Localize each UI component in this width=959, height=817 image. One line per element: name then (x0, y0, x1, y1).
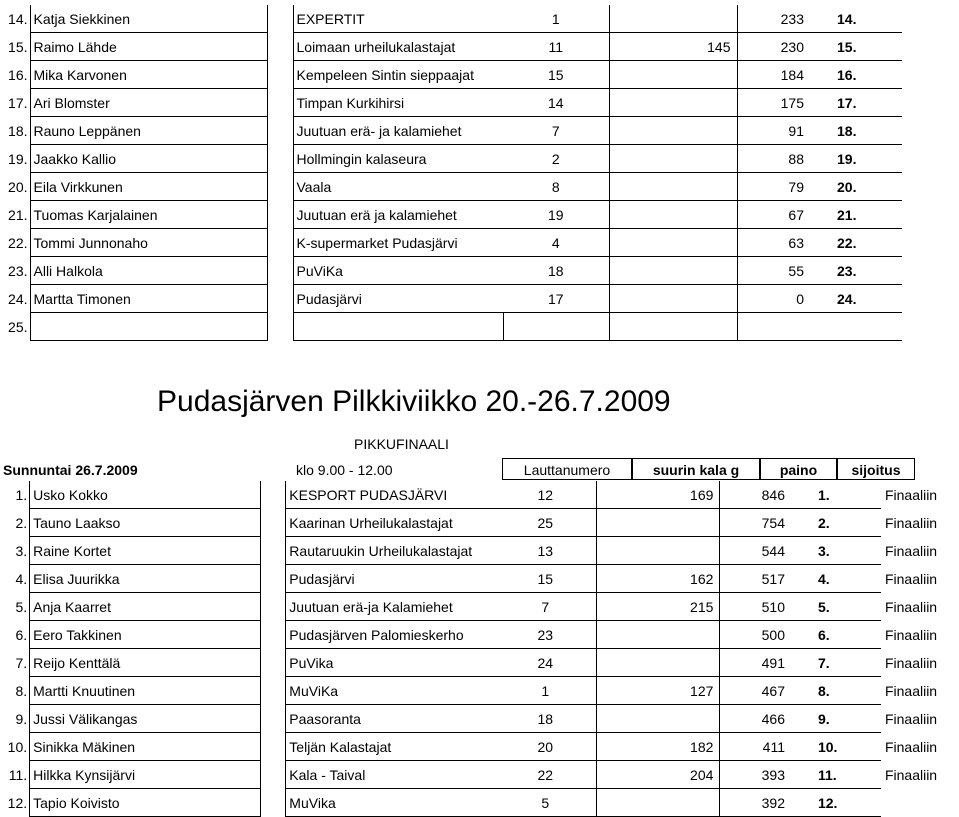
row-biggest-fish: 145 (609, 33, 737, 61)
table-row (0, 789, 959, 817)
row-position: 4. (15, 570, 28, 587)
column-gap (267, 89, 293, 117)
column-gap (261, 705, 286, 733)
row-note: Finaaliin (884, 710, 938, 727)
row-rank: 22. (814, 229, 902, 257)
row-rank: 12. (795, 789, 881, 817)
column-gap (267, 285, 293, 313)
row-rank (814, 313, 902, 341)
row-name: Hilkka Kynsijärvi (30, 761, 261, 789)
row-club: Pudasjärvi (286, 565, 495, 593)
row-biggest-fish: 169 (596, 481, 720, 509)
row-name: Sinikka Mäkinen (30, 733, 261, 761)
table-row (0, 117, 902, 145)
row-rank: 14. (814, 5, 902, 33)
row-lot-number: 5 (495, 789, 597, 817)
column-gap (267, 313, 293, 341)
row-note: Finaaliin (884, 626, 938, 643)
row-biggest-fish (609, 285, 737, 313)
row-name: Eila Virkkunen (30, 173, 267, 201)
row-lot-number: 19 (503, 201, 609, 229)
table-row (0, 5, 902, 33)
page-subtitle: PIKKUFINAALI (354, 436, 449, 452)
row-position: 21. (8, 206, 28, 223)
row-weight: 67 (737, 201, 814, 229)
row-position: 3. (15, 542, 28, 559)
row-rank: 9. (795, 705, 881, 733)
row-name (30, 313, 267, 341)
row-lot-number: 23 (495, 621, 597, 649)
row-rank: 24. (814, 285, 902, 313)
row-club: Kaarinan Urheilukalastajat (286, 509, 495, 537)
row-lot-number: 22 (495, 761, 597, 789)
table-row (0, 173, 902, 201)
row-rank: 4. (795, 565, 881, 593)
row-lot-number: 15 (503, 61, 609, 89)
row-biggest-fish (609, 229, 737, 257)
row-note: Finaaliin (884, 542, 938, 559)
row-position: 23. (8, 262, 28, 279)
row-biggest-fish: 162 (596, 565, 720, 593)
row-club: Rautaruukin Urheilukalastajat (286, 537, 495, 565)
row-biggest-fish (596, 537, 720, 565)
row-lot-number: 18 (503, 257, 609, 285)
row-position: 22. (8, 234, 28, 251)
row-rank: 3. (795, 537, 881, 565)
row-lot-number: 4 (503, 229, 609, 257)
row-club: Juutuan erä- ja kalamiehet (293, 117, 503, 145)
header-rank: sijoitus (837, 458, 915, 480)
row-weight: 491 (720, 649, 795, 677)
column-gap (261, 509, 286, 537)
row-biggest-fish (596, 789, 720, 817)
row-rank: 2. (795, 509, 881, 537)
row-club: MuViKa (286, 677, 495, 705)
row-weight: 392 (720, 789, 795, 817)
row-name: Raimo Lähde (30, 33, 267, 61)
row-club: MuVika (286, 789, 495, 817)
row-position: 16. (8, 66, 28, 83)
row-lot-number: 17 (503, 285, 609, 313)
row-weight: 175 (737, 89, 814, 117)
row-weight: 184 (737, 61, 814, 89)
row-note: Finaaliin (884, 654, 938, 671)
previous-results-body (0, 5, 902, 341)
row-biggest-fish (609, 89, 737, 117)
row-biggest-fish (596, 621, 720, 649)
row-weight: 233 (737, 5, 814, 33)
column-gap (267, 201, 293, 229)
row-name: Jussi Välikangas (30, 705, 261, 733)
final-results-body (0, 481, 959, 817)
row-name: Martta Timonen (30, 285, 267, 313)
column-gap (267, 5, 293, 33)
column-gap (261, 537, 286, 565)
row-weight: 510 (720, 593, 795, 621)
column-gap (261, 565, 286, 593)
row-biggest-fish (609, 145, 737, 173)
row-rank: 21. (814, 201, 902, 229)
row-position: 12. (7, 794, 28, 811)
row-weight: 91 (737, 117, 814, 145)
row-lot-number: 14 (503, 89, 609, 117)
row-club: Loimaan urheilukalastajat (293, 33, 503, 61)
row-biggest-fish (609, 173, 737, 201)
row-position: 7. (15, 654, 28, 671)
row-biggest-fish (609, 201, 737, 229)
row-name: Elisa Juurikka (30, 565, 261, 593)
column-gap (261, 677, 286, 705)
table-row (0, 33, 902, 61)
row-rank: 19. (814, 145, 902, 173)
row-rank: 15. (814, 33, 902, 61)
column-gap (261, 761, 286, 789)
previous-results-table (0, 5, 902, 341)
row-rank: 7. (795, 649, 881, 677)
row-name: Alli Halkola (30, 257, 267, 285)
row-position: 1. (15, 486, 28, 503)
column-gap (261, 733, 286, 761)
table-row (0, 761, 959, 789)
row-name: Eero Takkinen (30, 621, 261, 649)
row-club: Vaala (293, 173, 503, 201)
row-name: Rauno Leppänen (30, 117, 267, 145)
row-club: Pudasjärven Palomieskerho (286, 621, 495, 649)
row-weight: 63 (737, 229, 814, 257)
row-rank: 10. (795, 733, 881, 761)
row-weight: 0 (737, 285, 814, 313)
row-rank: 11. (795, 761, 881, 789)
row-name: Tuomas Karjalainen (30, 201, 267, 229)
row-lot-number: 8 (503, 173, 609, 201)
header-date: Sunnuntai 26.7.2009 (3, 462, 138, 478)
column-gap (267, 257, 293, 285)
row-position: 14. (8, 10, 28, 27)
row-position: 17. (8, 94, 28, 111)
table-row (0, 537, 959, 565)
table-row (0, 61, 902, 89)
row-rank: 17. (814, 89, 902, 117)
row-biggest-fish (596, 649, 720, 677)
row-club: PuViKa (293, 257, 503, 285)
row-name: Katja Siekkinen (30, 5, 267, 33)
row-biggest-fish (609, 5, 737, 33)
row-rank: 5. (795, 593, 881, 621)
row-lot-number: 7 (503, 117, 609, 145)
table-row (0, 593, 959, 621)
column-gap (267, 173, 293, 201)
table-row (0, 257, 902, 285)
row-position: 8. (15, 682, 28, 699)
row-position: 24. (8, 290, 28, 307)
row-note (881, 789, 959, 817)
row-lot-number: 25 (495, 509, 597, 537)
row-rank: 8. (795, 677, 881, 705)
row-weight: 230 (737, 33, 814, 61)
row-biggest-fish (596, 509, 720, 537)
row-lot-number: 2 (503, 145, 609, 173)
row-weight (737, 313, 814, 341)
row-weight: 467 (720, 677, 795, 705)
table-row (0, 145, 902, 173)
final-results-table (0, 481, 959, 817)
column-gap (261, 789, 286, 817)
row-name: Anja Kaarret (30, 593, 261, 621)
row-weight: 754 (720, 509, 795, 537)
row-rank: 20. (814, 173, 902, 201)
row-club: Teljän Kalastajat (286, 733, 495, 761)
row-lot-number: 11 (503, 33, 609, 61)
row-rank: 6. (795, 621, 881, 649)
row-club: K-supermarket Pudasjärvi (293, 229, 503, 257)
row-weight: 846 (720, 481, 795, 509)
row-club: Kempeleen Sintin sieppaajat (293, 61, 503, 89)
row-lot-number: 24 (495, 649, 597, 677)
row-lot-number: 7 (495, 593, 597, 621)
row-name: Raine Kortet (30, 537, 261, 565)
row-position: 2. (15, 514, 28, 531)
table-row (0, 201, 902, 229)
column-gap (267, 61, 293, 89)
row-position: 19. (8, 150, 28, 167)
table-row (0, 565, 959, 593)
row-lot-number: 18 (495, 705, 597, 733)
row-note: Finaaliin (884, 598, 938, 615)
row-biggest-fish (609, 61, 737, 89)
row-club: Timpan Kurkihirsi (293, 89, 503, 117)
row-weight: 517 (720, 565, 795, 593)
row-name: Tauno Laakso (30, 509, 261, 537)
row-biggest-fish (596, 705, 720, 733)
row-weight: 500 (720, 621, 795, 649)
row-lot-number: 12 (495, 481, 597, 509)
row-biggest-fish (609, 313, 737, 341)
row-club: Paasoranta (286, 705, 495, 733)
table-row (0, 705, 959, 733)
row-position: 6. (15, 626, 28, 643)
row-lot-number: 20 (495, 733, 597, 761)
header-lot: Lauttanumero (502, 458, 632, 480)
row-biggest-fish (609, 257, 737, 285)
column-gap (261, 593, 286, 621)
row-name: Mika Karvonen (30, 61, 267, 89)
table-row (0, 285, 902, 313)
row-name: Reijo Kenttälä (30, 649, 261, 677)
row-note: Finaaliin (884, 682, 938, 699)
row-lot-number: 1 (503, 5, 609, 33)
row-lot-number: 1 (495, 677, 597, 705)
row-biggest-fish: 215 (596, 593, 720, 621)
row-note: Finaaliin (884, 570, 938, 587)
table-row (0, 733, 959, 761)
row-rank: 18. (814, 117, 902, 145)
row-weight: 411 (720, 733, 795, 761)
row-name: Usko Kokko (30, 481, 261, 509)
table-row (0, 89, 902, 117)
row-name: Tommi Junnonaho (30, 229, 267, 257)
row-position: 9. (15, 710, 28, 727)
row-lot-number (503, 313, 609, 341)
column-gap (261, 481, 286, 509)
row-club: EXPERTIT (293, 5, 503, 33)
row-rank: 23. (814, 257, 902, 285)
row-club: KESPORT PUDASJÄRVI (286, 481, 495, 509)
row-position: 10. (7, 738, 28, 755)
table-row (0, 229, 902, 257)
row-club: PuVika (286, 649, 495, 677)
row-biggest-fish: 127 (596, 677, 720, 705)
table-row (0, 677, 959, 705)
table-row (0, 649, 959, 677)
header-biggest-fish: suurin kala g (632, 458, 760, 480)
row-biggest-fish: 182 (596, 733, 720, 761)
row-club: Juutuan erä ja kalamiehet (293, 201, 503, 229)
row-position: 5. (15, 598, 28, 615)
row-position: 11. (8, 766, 28, 783)
row-biggest-fish (609, 117, 737, 145)
table-row (0, 509, 959, 537)
row-weight: 544 (720, 537, 795, 565)
column-gap (267, 33, 293, 61)
row-club: Pudasjärvi (293, 285, 503, 313)
column-gap (267, 117, 293, 145)
row-position: 20. (8, 178, 28, 195)
page-title: Pudasjärven Pilkkiviikko 20.-26.7.2009 (157, 385, 671, 418)
row-weight: 79 (737, 173, 814, 201)
row-lot-number: 13 (495, 537, 597, 565)
column-gap (261, 649, 286, 677)
header-time: klo 9.00 - 12.00 (296, 462, 393, 478)
header-weight: paino (760, 458, 837, 480)
row-weight: 393 (720, 761, 795, 789)
row-club: Juutuan erä-ja Kalamiehet (286, 593, 495, 621)
row-note: Finaaliin (884, 486, 938, 503)
column-gap (261, 621, 286, 649)
row-club: Hollmingin kalaseura (293, 145, 503, 173)
row-name: Tapio Koivisto (30, 789, 261, 817)
table-row (0, 313, 902, 341)
row-note: Finaaliin (884, 514, 938, 531)
row-rank: 16. (814, 61, 902, 89)
row-note: Finaaliin (884, 738, 938, 755)
row-club (293, 313, 503, 341)
table-row (0, 621, 959, 649)
row-rank: 1. (795, 481, 881, 509)
row-weight: 88 (737, 145, 814, 173)
row-name: Ari Blomster (30, 89, 267, 117)
row-weight: 55 (737, 257, 814, 285)
row-name: Martti Knuutinen (30, 677, 261, 705)
row-weight: 466 (720, 705, 795, 733)
row-club: Kala - Taival (286, 761, 495, 789)
row-name: Jaakko Kallio (30, 145, 267, 173)
column-gap (267, 145, 293, 173)
row-lot-number: 15 (495, 565, 597, 593)
table-row (0, 481, 959, 509)
column-gap (267, 229, 293, 257)
row-note: Finaaliin (884, 766, 938, 783)
row-position: 25. (8, 318, 28, 335)
row-biggest-fish: 204 (596, 761, 720, 789)
row-position: 15. (8, 38, 28, 55)
row-position: 18. (8, 122, 28, 139)
